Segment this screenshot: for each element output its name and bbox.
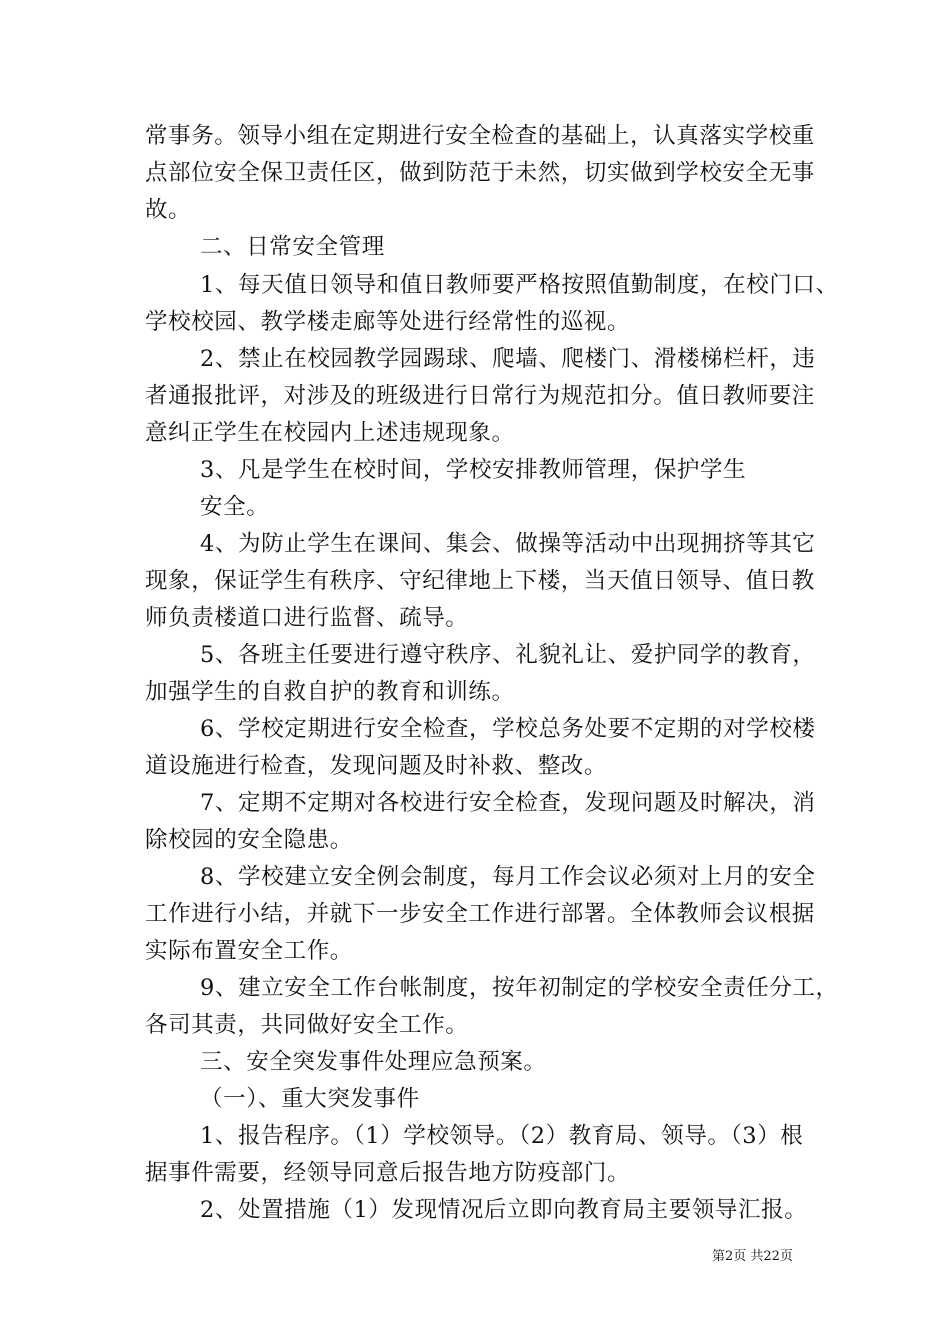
page-number-footer: 第2页 共22页 (712, 1249, 793, 1264)
text-line: 除校园的安全隐患。 (145, 827, 353, 853)
text-line: 故。 (145, 197, 192, 223)
text-line: 1、每天值日领导和值日教师要严格按照值勤制度，在校门口、 (200, 272, 839, 298)
text-line: 道设施进行检查，发现问题及时补救、整改。 (145, 753, 608, 779)
text-line: 5、各班主任要进行遵守秩序、礼貌礼让、爱护同学的教育， (200, 642, 816, 668)
text-line: 学校校园、教学楼走廊等处进行经常性的巡视。 (145, 309, 631, 335)
text-line: 各司其责，共同做好安全工作。 (145, 1012, 469, 1038)
text-line: 安全。 (200, 494, 270, 520)
text-line: 1、报告程序。（1）学校领导。（2）教育局、领导。（3）根 (200, 1123, 804, 1149)
text-line: 者通报批评，对涉及的班级进行日常行为规范扣分。值日教师要注 (145, 383, 815, 409)
text-line: 实际布置安全工作。 (145, 938, 353, 964)
text-line: 点部位安全保卫责任区，做到防范于未然，切实做到学校安全无事 (145, 160, 815, 186)
text-line: 师负责楼道口进行监督、疏导。 (145, 605, 469, 631)
subsection-heading: （一）、重大突发事件 (200, 1086, 420, 1112)
text-line: 9、建立安全工作台帐制度，按年初制定的学校安全责任分工， (200, 975, 839, 1001)
section-heading: 三、安全突发事件处理应急预案。 (200, 1049, 547, 1075)
text-line: 意纠正学生在校园内上述违规现象。 (145, 420, 515, 446)
text-line: 7、定期不定期对各校进行安全检查，发现问题及时解决，消 (200, 790, 816, 816)
text-line: 6、学校定期进行安全检查，学校总务处要不定期的对学校楼 (200, 716, 816, 742)
text-line: 常事务。领导小组在定期进行安全检查的基础上，认真落实学校重 (145, 123, 815, 149)
text-line: 4、为防止学生在课间、集会、做操等活动中出现拥挤等其它 (200, 531, 816, 557)
text-line: 据事件需要，经领导同意后报告地方防疫部门。 (145, 1160, 631, 1186)
text-line: 加强学生的自救自护的教育和训练。 (145, 679, 515, 705)
section-heading: 二、日常安全管理 (200, 234, 385, 260)
text-line: 8、学校建立安全例会制度，每月工作会议必须对上月的安全 (200, 864, 816, 890)
text-line: 2、处置措施（1）发现情况后立即向教育局主要领导汇报。 (200, 1197, 808, 1223)
text-line: 现象，保证学生有秩序、守纪律地上下楼，当天值日领导、值日教 (145, 568, 815, 594)
text-line: 工作进行小结，并就下一步安全工作进行部署。全体教师会议根据 (145, 901, 815, 927)
text-line: 3、凡是学生在校时间，学校安排教师管理，保护学生 (200, 457, 747, 483)
text-line: 2、禁止在校园教学园踢球、爬墙、爬楼门、滑楼梯栏杆，违 (200, 346, 816, 372)
